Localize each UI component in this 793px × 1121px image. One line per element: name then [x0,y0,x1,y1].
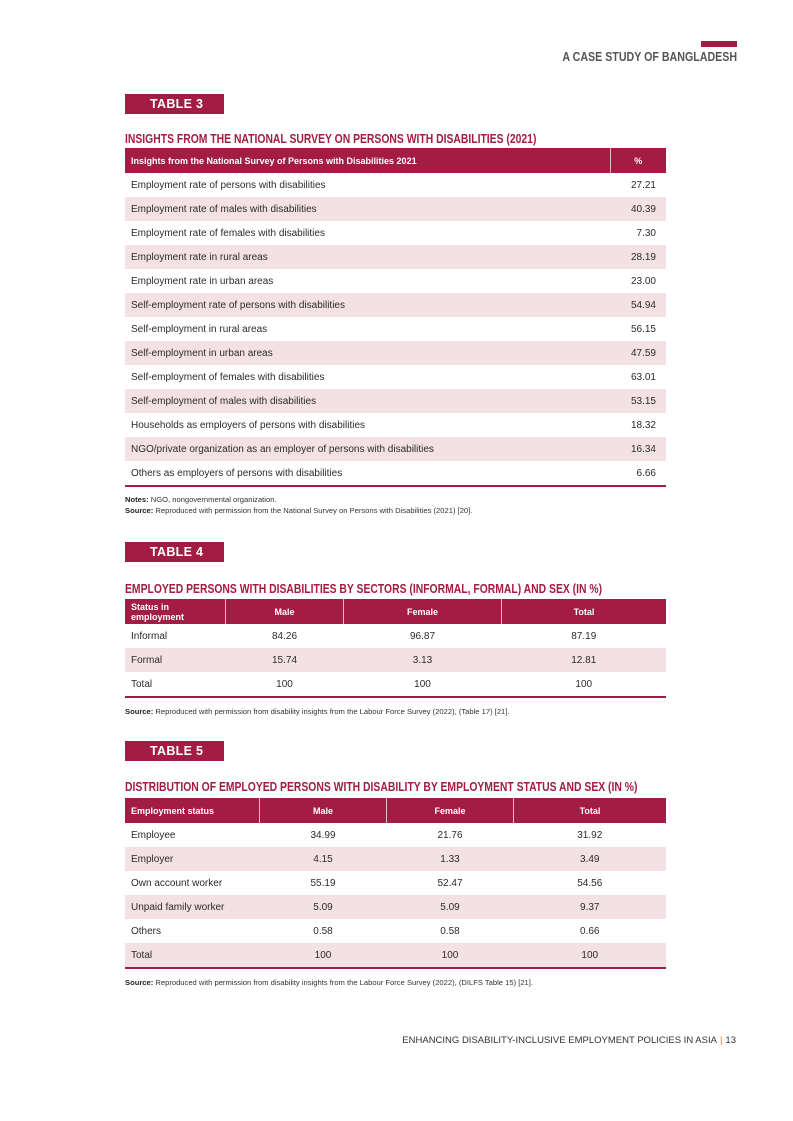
table-row [125,895,666,919]
row-label: Self-employment of males with disabilities [125,389,610,413]
female-value: 100 [344,672,502,697]
row-label: Households as employers of persons with disabilities [131,419,366,431]
table-row [125,317,666,341]
column-header: Employment status [125,798,260,823]
female-value: 100 [387,943,514,968]
male-value: 15.74 [226,648,344,672]
footer-separator: | [719,1035,723,1046]
table3-notes [125,494,472,516]
row-label: Self-employment rate of persons with disabilities [125,293,610,317]
row-label: Informal [131,630,168,642]
total-value: 12.81 [502,648,667,672]
column-header: Total [502,599,667,624]
row-label: Employment rate of persons with disabilities [131,179,326,191]
table5-tag: TABLE 5 [125,741,224,761]
table-row [125,245,666,269]
table-row [125,943,666,968]
table-row [125,269,666,293]
notes-label: Notes: [125,495,149,504]
male-value: 84.26 [271,630,298,642]
row-label: Self-employment of females with disabilities [131,371,325,383]
row-value: 27.21 [630,179,656,191]
page-number: 13 [725,1035,736,1046]
male-value: 5.09 [260,895,387,919]
column-header: Female [344,599,502,624]
footer-title: ENHANCING DISABILITY-INCLUSIVE EMPLOYMENT POLICIES IN ASIA [402,1035,717,1046]
row-value: 40.39 [610,197,666,221]
column-header: Male [226,599,344,624]
female-value: 5.09 [387,895,514,919]
female-value: 21.76 [437,829,463,841]
total-value: 87.19 [571,630,597,642]
source-label: Source: [125,978,154,987]
table-row [125,847,666,871]
male-value: 100 [260,943,387,968]
row-value: 6.66 [610,461,666,486]
table-row [125,293,666,317]
table-header-row [125,798,666,823]
running-head: A CASE STUDY OF BANGLADESH [562,49,737,64]
table-row [125,624,666,648]
column-header: Status in employment [125,599,226,624]
total-value: 100 [502,672,667,697]
table5 [125,798,666,969]
female-value: 0.58 [440,925,460,937]
row-label: Employee [131,829,176,841]
male-value: 34.99 [310,829,336,841]
notes-text: NGO, nongovernmental organization. [148,495,277,504]
table-row [125,221,666,245]
table-row [125,437,666,461]
table-row [125,672,666,697]
row-value: 16.34 [610,437,666,461]
page-footer [402,1035,736,1046]
male-value: 55.19 [310,877,336,889]
male-value: 100 [226,672,344,697]
row-label: Unpaid family worker [125,895,260,919]
total-value: 54.56 [577,877,603,889]
row-label: Own account worker [131,877,223,889]
table-row [125,871,666,895]
table3 [125,148,666,487]
table-row [125,341,666,365]
row-value: 18.32 [630,419,656,431]
source-label: Source: [125,707,154,716]
row-label: Employment rate in urban areas [131,275,274,287]
column-header: Total [514,798,667,823]
total-value: 9.37 [514,895,667,919]
table-row [125,173,666,197]
row-label: Others as employers of persons with disabilities [125,461,610,486]
male-value: 4.15 [260,847,387,871]
table-row [125,919,666,943]
table-row [125,389,666,413]
row-value: 28.19 [610,245,666,269]
source-label: Source: [125,506,154,515]
table-row [125,413,666,437]
row-label: Self-employment in urban areas [125,341,610,365]
row-label: Total [125,943,260,968]
total-value: 0.66 [580,925,600,937]
source-text: Reproduced with permission from disability insights from the Labour Force Survey (2022), (DILFS Table 15) [21]. [153,978,533,987]
table4 [125,599,666,698]
female-value: 3.13 [344,648,502,672]
row-value: 54.94 [610,293,666,317]
row-value: 63.01 [630,371,656,383]
total-value: 31.92 [577,829,603,841]
table-row [125,365,666,389]
column-header: Male [260,798,387,823]
total-value: 100 [514,943,667,968]
table5-notes [125,977,533,988]
table-row [125,823,666,847]
row-label: Total [125,672,226,697]
female-value: 52.47 [437,877,463,889]
table3-tag: TABLE 3 [125,94,224,114]
total-value: 3.49 [514,847,667,871]
female-value: 96.87 [409,630,436,642]
row-label: Formal [125,648,226,672]
table4-notes [125,706,510,717]
row-label: NGO/private organization as an employer of persons with disabilities [125,437,610,461]
table3-title: INSIGHTS FROM THE NATIONAL SURVEY ON PERSONS WITH DISABILITIES (2021) [125,132,537,146]
table5-title: DISTRIBUTION OF EMPLOYED PERSONS WITH DISABILITY BY EMPLOYMENT STATUS AND SEX (IN %) [125,780,638,794]
column-header: Female [387,798,514,823]
row-value: 47.59 [610,341,666,365]
row-label: Employment rate in rural areas [125,245,610,269]
table-row [125,648,666,672]
row-value: 23.00 [630,275,656,287]
table-row [125,197,666,221]
table-row [125,461,666,486]
table-header-row [125,599,666,624]
female-value: 1.33 [387,847,514,871]
header-accent-bar [701,41,737,47]
row-value: 53.15 [610,389,666,413]
source-text: Reproduced with permission from disability insights from the Labour Force Survey (2022), (Table 17) [21]. [153,707,510,716]
column-header: % [610,148,666,173]
row-value: 56.15 [630,323,656,335]
row-label: Others [131,925,162,937]
source-text: Reproduced with permission from the National Survey on Persons with Disabilities (2021) [20]. [153,506,473,515]
male-value: 0.58 [313,925,333,937]
row-label: Employer [125,847,260,871]
table4-title: EMPLOYED PERSONS WITH DISABILITIES BY SECTORS (INFORMAL, FORMAL) AND SEX (IN %) [125,582,603,596]
row-value: 7.30 [636,227,656,239]
row-label: Employment rate of females with disabilities [131,227,325,239]
table4-tag: TABLE 4 [125,542,224,562]
row-label: Employment rate of males with disabilities [125,197,610,221]
table-header-row [125,148,666,173]
column-header: Insights from the National Survey of Persons with Disabilities 2021 [125,148,610,173]
row-label: Self-employment in rural areas [131,323,268,335]
